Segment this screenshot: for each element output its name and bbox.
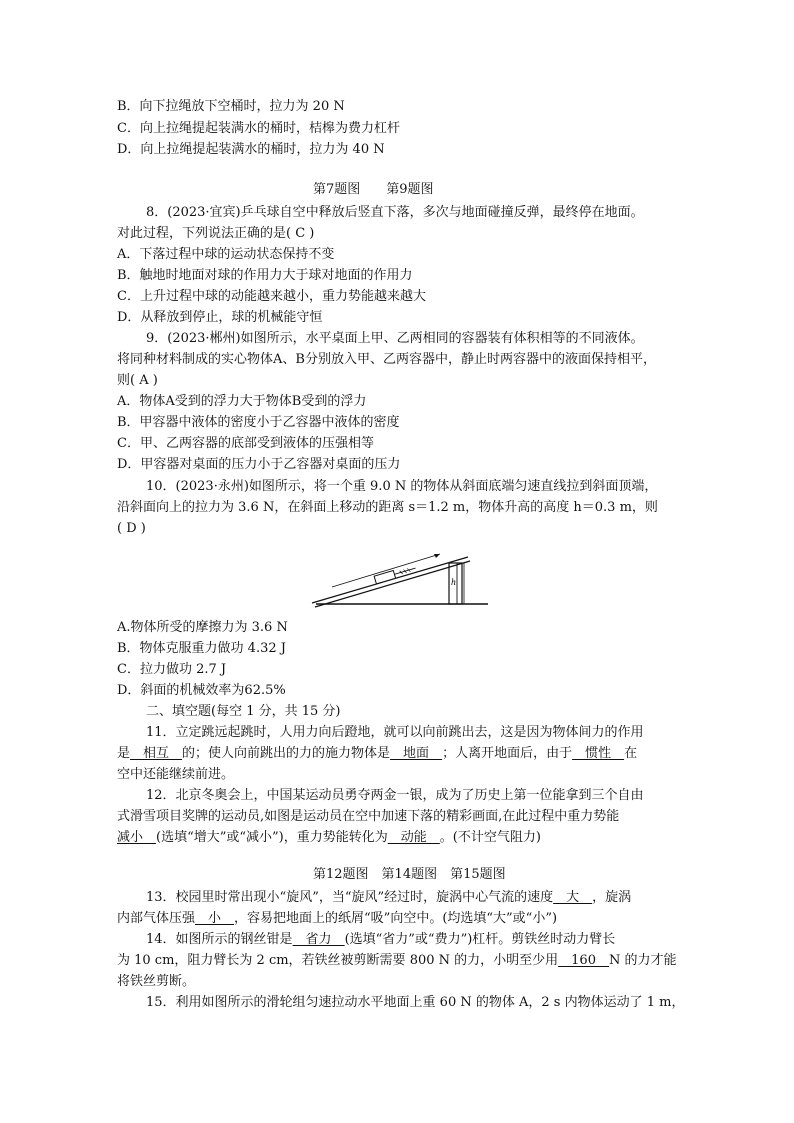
q9-option-d: D．甲容器对桌面的压力小于乙容器对桌面的压力: [117, 457, 401, 472]
q14-line3: 将铁丝剪断。: [117, 974, 196, 989]
q9-option-a: A．物体A受到的浮力大于物体B受到的浮力: [117, 394, 367, 409]
q10-stem-line1: 10．(2023·永州)如图所示，将一个重 9.0 N 的物体从斜面底端匀速直线拉到斜面顶端，: [146, 479, 658, 494]
q14-text-c: 为 10 cm，阻力臂长为 2 cm，若铁丝被剪断需要 800 N 的力，小明至少用: [117, 953, 559, 968]
q14-answer-1: 省力: [292, 932, 345, 947]
q9-option-b: B．甲容器中液体的密度小于乙容器中液体的密度: [117, 415, 400, 430]
q9-stem-line1: 9．(2023·郴州)如图所示，水平桌面上甲、乙两相同的容器装有体积相等的不同液体。: [146, 331, 644, 346]
q11-text-a: 是: [117, 746, 131, 761]
q11-line3: 空中还能继续前进。: [117, 767, 235, 782]
q10-stem-line3: ( D ): [117, 521, 146, 536]
q14-answer-2: 160: [558, 953, 609, 968]
q8-stem-line2: 对此过程，下列说法正确的是( C ): [117, 226, 315, 241]
q13-text-c: 内部气体压强: [117, 911, 196, 926]
q11-line1: 11．立定跳远起跳时，人用力向后蹬地，就可以向前跳出去，这是因为物体间力的作用: [146, 725, 644, 740]
height-label: h: [451, 578, 457, 587]
q13-answer-2: 小: [195, 911, 235, 926]
q10-option-c: C．拉力做功 2.7 J: [117, 662, 227, 677]
q14-text-d: N 的力才能: [608, 953, 677, 968]
q11-line2: [117, 745, 637, 762]
q12-text-a: (选填“增大”或“减小”)，重力势能转化为: [156, 830, 388, 845]
q8-stem-line1: 8．(2023·宜宾)乒乓球自空中释放后竖直下落，多次与地面碰撞反弹，最终停在地面。: [146, 205, 644, 220]
q14-text-a: 14．如图所示的钢丝钳是: [146, 932, 293, 947]
figure-caption-7-9: 第7题图 第9题图: [313, 182, 434, 197]
q10-option-b: B．物体克服重力做功 4.32 J: [117, 641, 286, 656]
q14-line2: [117, 952, 677, 969]
q14-line1: [146, 931, 615, 948]
q11-answer-2: 地面: [390, 746, 443, 761]
q13-answer-1: 大: [553, 890, 593, 905]
q12-answer-1: 减小: [117, 830, 157, 845]
q12-answer-2: 动能: [387, 830, 440, 845]
q11-text-d: 在: [624, 746, 638, 761]
incline-bottom-edge: [315, 561, 470, 607]
q15-line1: 15．利用如图所示的滑轮组匀速拉动水平地面上重 60 N 的物体 A，2 s 内物体运动了 1 m，: [146, 995, 685, 1010]
q10-stem-line2: 沿斜面向上的拉力为 3.6 N，在斜面上移动的距离 s＝1.2 m，物体升高的高度 h＝0.3 m，则: [117, 500, 658, 515]
q13-text-d: ，容易把地面上的纸屑“吸”向空中。(均选填“大”或“小”): [234, 911, 558, 926]
q11-text-c: ；人离开地面后，由于: [442, 746, 573, 761]
q9-stem-line3: 则( A ): [117, 373, 158, 388]
q9-option-c: C．甲、乙两容器的底部受到液体的压强相等: [117, 436, 374, 451]
q7-option-b: B．向下拉绳放下空桶时，拉力为 20 N: [117, 99, 345, 114]
q11-text-b: 的；使人向前跳出的力的施力物体是: [182, 746, 391, 761]
q12-line1: 12．北京冬奥会上，中国某运动员勇夺两金一银，成为了历史上第一位能拿到三个自由: [146, 788, 644, 803]
q14-text-b: (选填“省力”或“费力”)杠杆。剪铁丝时动力臂长: [344, 932, 616, 947]
q7-option-d: D．向上拉绳提起装满水的桶时，拉力为 40 N: [117, 142, 385, 157]
q7-option-c: C．向上拉绳提起装满水的桶时，桔槔为费力杠杆: [117, 121, 400, 136]
q13-text-b: ，旋涡: [592, 890, 632, 905]
q8-option-c: C．上升过程中球的动能越来越小，重力势能越来越大: [117, 289, 426, 304]
q13-line2: [117, 910, 557, 927]
q12-line3: [117, 829, 541, 846]
q10-option-d: D．斜面的机械效率为62.5%: [117, 683, 286, 698]
q11-answer-3: 惯性: [572, 746, 625, 761]
q12-line2: 式滑雪项目奖牌的运动员,如图是运动员在空中加速下落的精彩画面,在此过程中重力势能: [117, 809, 620, 824]
distance-arrow-head: [434, 554, 440, 558]
q9-stem-line2: 将同种材料制成的实心物体A、B分别放入甲、乙两容器中，静止时两容器中的液面保持相平，: [117, 352, 656, 367]
q8-option-d: D．从释放到停止，球的机械能守恒: [117, 310, 323, 325]
inclined-plane-figure: [306, 537, 490, 609]
figure-caption-12-14-15: 第12题图 第14题图 第15题图: [313, 867, 506, 882]
q10-option-a: A.物体所受的摩擦力为 3.6 N: [117, 620, 288, 635]
q11-answer-1: 相互: [130, 746, 183, 761]
q13-line1: [146, 889, 631, 906]
q8-option-b: B．触地时地面对球的作用力大于球对地面的作用力: [117, 268, 413, 283]
section-fill-in-title: 二、填空题(每空 1 分，共 15 分): [146, 704, 341, 719]
q8-option-a: A．下落过程中球的运动状态保持不变: [117, 247, 335, 262]
q13-text-a: 13．校园里时常出现小“旋风”，当“旋风”经过时，旋涡中心气流的速度: [146, 890, 554, 905]
q12-text-b: 。(不计空气阻力): [439, 830, 541, 845]
